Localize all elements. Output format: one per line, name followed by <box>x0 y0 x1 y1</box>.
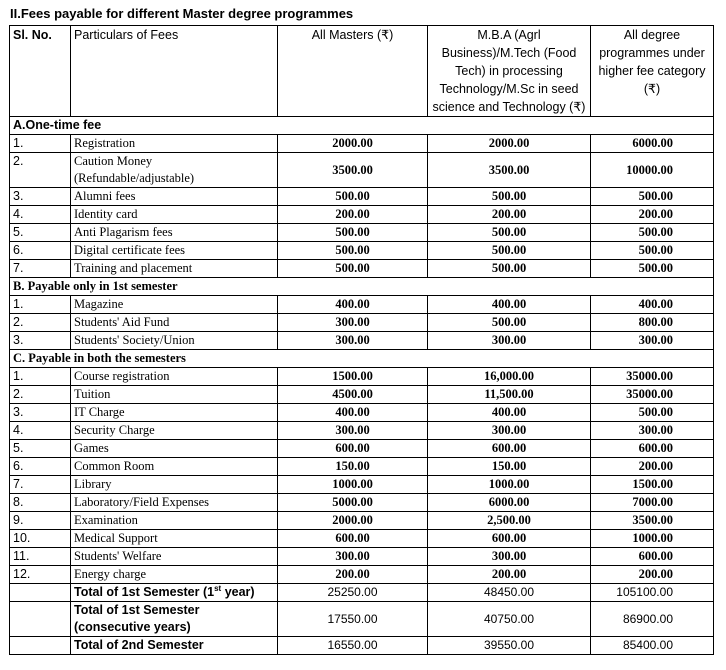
row-particular: Students' Society/Union <box>71 332 278 350</box>
row-particular: Tuition <box>71 386 278 404</box>
row-higher-fee: 800.00 <box>591 314 714 332</box>
row-higher-fee: 35000.00 <box>591 386 714 404</box>
row-all-masters-fee: 400.00 <box>278 404 428 422</box>
row-all-masters-fee: 1000.00 <box>278 476 428 494</box>
table-row <box>10 224 714 242</box>
table-row <box>10 368 714 386</box>
row-sl-no: 1. <box>10 368 71 386</box>
row-sl-no: 7. <box>10 476 71 494</box>
row-mba-fee: 600.00 <box>428 440 591 458</box>
row-all-masters-fee: 1500.00 <box>278 368 428 386</box>
row-higher-fee: 10000.00 <box>591 153 714 188</box>
row-higher-fee: 200.00 <box>591 206 714 224</box>
row-all-masters-fee: 200.00 <box>278 566 428 584</box>
row-mba-fee: 500.00 <box>428 242 591 260</box>
row-all-masters-fee: 300.00 <box>278 548 428 566</box>
row-sl-no: 6. <box>10 242 71 260</box>
row-higher-fee: 3500.00 <box>591 512 714 530</box>
row-all-masters-fee: 150.00 <box>278 458 428 476</box>
table-row <box>10 422 714 440</box>
row-higher-fee: 200.00 <box>591 458 714 476</box>
total-mba: 48450.00 <box>428 584 591 602</box>
total-label-main: Total of 1st Semester (1 <box>74 585 215 599</box>
row-sl-no: 11. <box>10 548 71 566</box>
total-label-main: Total of 1st Semester (consecutive years) <box>74 603 200 634</box>
row-particular: Identity card <box>71 206 278 224</box>
page-title: II.Fees payable for different Master degree programmes <box>10 6 354 21</box>
row-sl-no: 10. <box>10 530 71 548</box>
row-sl-no: 2. <box>10 386 71 404</box>
row-all-masters-fee: 5000.00 <box>278 494 428 512</box>
row-particular: Examination <box>71 512 278 530</box>
row-mba-fee: 2,500.00 <box>428 512 591 530</box>
table-row <box>10 458 714 476</box>
row-all-masters-fee: 500.00 <box>278 242 428 260</box>
row-all-masters-fee: 600.00 <box>278 440 428 458</box>
header-row <box>10 26 714 117</box>
row-higher-fee: 500.00 <box>591 404 714 422</box>
total-row <box>10 637 714 655</box>
row-higher-fee: 300.00 <box>591 332 714 350</box>
row-sl-no: 3. <box>10 404 71 422</box>
table-row <box>10 548 714 566</box>
table-row <box>10 260 714 278</box>
row-particular: Digital certificate fees <box>71 242 278 260</box>
section-heading: C. Payable in both the semesters <box>10 350 714 368</box>
row-particular: IT Charge <box>71 404 278 422</box>
row-higher-fee: 200.00 <box>591 566 714 584</box>
total-higher-fee: 86900.00 <box>591 602 714 637</box>
row-sl-no: 2. <box>10 153 71 188</box>
table-row <box>10 135 714 153</box>
table-row <box>10 494 714 512</box>
fees-table <box>9 25 714 655</box>
row-particular: Alumni fees <box>71 188 278 206</box>
table-row <box>10 386 714 404</box>
row-sl-no: 5. <box>10 440 71 458</box>
section-heading-row <box>10 117 714 135</box>
row-higher-fee: 35000.00 <box>591 368 714 386</box>
row-sl-no: 9. <box>10 512 71 530</box>
row-particular: Medical Support <box>71 530 278 548</box>
total-higher-fee: 105100.00 <box>591 584 714 602</box>
table-row <box>10 332 714 350</box>
row-higher-fee: 1500.00 <box>591 476 714 494</box>
row-mba-fee: 500.00 <box>428 260 591 278</box>
row-particular: Registration <box>71 135 278 153</box>
row-all-masters-fee: 2000.00 <box>278 135 428 153</box>
row-mba-fee: 300.00 <box>428 422 591 440</box>
row-all-masters-fee: 200.00 <box>278 206 428 224</box>
row-all-masters-fee: 4500.00 <box>278 386 428 404</box>
row-mba-fee: 16,000.00 <box>428 368 591 386</box>
total-row <box>10 584 714 602</box>
section-heading-row <box>10 278 714 296</box>
row-mba-fee: 500.00 <box>428 224 591 242</box>
row-higher-fee: 600.00 <box>591 440 714 458</box>
fees-table-body <box>10 117 714 655</box>
row-particular: Common Room <box>71 458 278 476</box>
table-row <box>10 153 714 188</box>
row-mba-fee: 400.00 <box>428 404 591 422</box>
row-mba-fee: 300.00 <box>428 332 591 350</box>
row-mba-fee: 2000.00 <box>428 135 591 153</box>
row-mba-fee: 11,500.00 <box>428 386 591 404</box>
row-all-masters-fee: 400.00 <box>278 296 428 314</box>
header-higher-fee: All degree programmes under higher fee category (₹) <box>591 26 714 117</box>
row-particular: Students' Aid Fund <box>71 314 278 332</box>
row-sl-no: 12. <box>10 566 71 584</box>
row-higher-fee: 6000.00 <box>591 135 714 153</box>
table-row <box>10 476 714 494</box>
row-all-masters-fee: 300.00 <box>278 314 428 332</box>
row-sl-no: 7. <box>10 260 71 278</box>
total-sl-empty <box>10 584 71 602</box>
row-higher-fee: 300.00 <box>591 422 714 440</box>
total-label <box>71 602 278 637</box>
table-row <box>10 566 714 584</box>
row-sl-no: 3. <box>10 332 71 350</box>
row-sl-no: 5. <box>10 224 71 242</box>
row-particular: Caution Money (Refundable/adjustable) <box>71 153 278 188</box>
section-heading: B. Payable only in 1st semester <box>10 278 714 296</box>
row-all-masters-fee: 300.00 <box>278 332 428 350</box>
total-all-masters: 17550.00 <box>278 602 428 637</box>
row-mba-fee: 200.00 <box>428 206 591 224</box>
row-higher-fee: 500.00 <box>591 188 714 206</box>
row-higher-fee: 500.00 <box>591 260 714 278</box>
row-all-masters-fee: 500.00 <box>278 224 428 242</box>
total-label-sup: st <box>214 583 222 593</box>
section-heading: A.One-time fee <box>10 117 714 135</box>
row-particular: Training and placement <box>71 260 278 278</box>
row-particular: Anti Plagarism fees <box>71 224 278 242</box>
row-mba-fee: 400.00 <box>428 296 591 314</box>
row-particular: Course registration <box>71 368 278 386</box>
row-higher-fee: 400.00 <box>591 296 714 314</box>
section-heading-row <box>10 350 714 368</box>
row-mba-fee: 500.00 <box>428 314 591 332</box>
row-all-masters-fee: 500.00 <box>278 260 428 278</box>
row-sl-no: 1. <box>10 135 71 153</box>
total-sl-empty <box>10 602 71 637</box>
total-all-masters: 16550.00 <box>278 637 428 655</box>
row-particular: Games <box>71 440 278 458</box>
row-particular: Security Charge <box>71 422 278 440</box>
row-sl-no: 8. <box>10 494 71 512</box>
table-row <box>10 512 714 530</box>
header-particulars: Particulars of Fees <box>71 26 278 117</box>
total-label <box>71 584 278 602</box>
row-mba-fee: 200.00 <box>428 566 591 584</box>
row-all-masters-fee: 600.00 <box>278 530 428 548</box>
row-all-masters-fee: 2000.00 <box>278 512 428 530</box>
table-row <box>10 242 714 260</box>
row-sl-no: 4. <box>10 206 71 224</box>
row-mba-fee: 600.00 <box>428 530 591 548</box>
total-sl-empty <box>10 637 71 655</box>
row-particular: Magazine <box>71 296 278 314</box>
row-higher-fee: 600.00 <box>591 548 714 566</box>
table-row <box>10 206 714 224</box>
row-mba-fee: 150.00 <box>428 458 591 476</box>
row-sl-no: 2. <box>10 314 71 332</box>
table-row <box>10 296 714 314</box>
table-row <box>10 404 714 422</box>
row-sl-no: 3. <box>10 188 71 206</box>
row-all-masters-fee: 3500.00 <box>278 153 428 188</box>
row-higher-fee: 1000.00 <box>591 530 714 548</box>
row-all-masters-fee: 300.00 <box>278 422 428 440</box>
row-sl-no: 4. <box>10 422 71 440</box>
row-mba-fee: 300.00 <box>428 548 591 566</box>
row-higher-fee: 500.00 <box>591 242 714 260</box>
total-label-tail: year) <box>221 585 255 599</box>
total-label <box>71 637 278 655</box>
row-particular: Students' Welfare <box>71 548 278 566</box>
header-sl-no: Sl. No. <box>10 26 71 117</box>
row-particular: Library <box>71 476 278 494</box>
row-higher-fee: 500.00 <box>591 224 714 242</box>
row-higher-fee: 7000.00 <box>591 494 714 512</box>
table-row <box>10 440 714 458</box>
total-mba: 40750.00 <box>428 602 591 637</box>
row-sl-no: 1. <box>10 296 71 314</box>
total-label-main: Total of 2nd Semester <box>74 638 204 652</box>
row-all-masters-fee: 500.00 <box>278 188 428 206</box>
row-mba-fee: 1000.00 <box>428 476 591 494</box>
table-row <box>10 530 714 548</box>
table-row <box>10 314 714 332</box>
row-sl-no: 6. <box>10 458 71 476</box>
total-mba: 39550.00 <box>428 637 591 655</box>
row-mba-fee: 6000.00 <box>428 494 591 512</box>
total-higher-fee: 85400.00 <box>591 637 714 655</box>
total-all-masters: 25250.00 <box>278 584 428 602</box>
table-row <box>10 188 714 206</box>
total-row <box>10 602 714 637</box>
header-mba: M.B.A (Agrl Business)/M.Tech (Food Tech) in processing Technology/M.Sc in seed science and Technology (₹) <box>428 26 591 117</box>
row-particular: Laboratory/Field Expenses <box>71 494 278 512</box>
header-all-masters: All Masters (₹) <box>278 26 428 117</box>
row-mba-fee: 3500.00 <box>428 153 591 188</box>
row-mba-fee: 500.00 <box>428 188 591 206</box>
row-particular: Energy charge <box>71 566 278 584</box>
